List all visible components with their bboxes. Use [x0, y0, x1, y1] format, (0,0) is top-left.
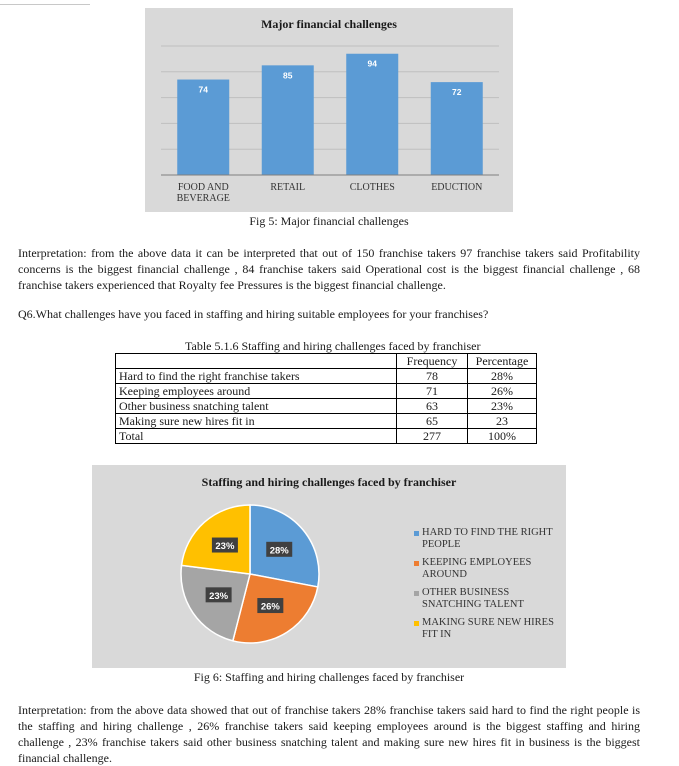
x-tick-label: CLOTHES	[349, 182, 395, 193]
table-cell: 78	[397, 369, 468, 384]
bar-chart-caption: Fig 5: Major financial challenges	[249, 214, 409, 228]
table-caption: Table 5.1.6 Staffing and hiring challenges faced by franchiser	[185, 339, 481, 353]
table-row	[116, 399, 537, 414]
question-q6: Q6.What challenges have you faced in staffing and hiring suitable employees for your franchises?	[18, 307, 489, 321]
table-header-row	[116, 354, 537, 369]
bar-data-label: 72	[452, 87, 462, 98]
bar	[346, 54, 398, 175]
legend-label: OTHER BUSINESS	[422, 587, 510, 598]
pie-data-label: 26%	[260, 601, 280, 613]
bar-data-label: 94	[367, 58, 377, 69]
x-tick-label: EDUCTION	[431, 182, 483, 193]
table-cell: 23%	[468, 399, 537, 414]
table-row	[116, 429, 537, 444]
table-cell: Making sure new hires fit in	[116, 414, 397, 429]
table-cell: Total	[116, 429, 397, 444]
bar-chart	[145, 8, 513, 212]
table-cell: 277	[397, 429, 468, 444]
legend-item	[414, 527, 564, 551]
x-tick-label: FOOD AND BEVERAGE	[176, 182, 230, 204]
table-cell: 63	[397, 399, 468, 414]
pie-chart	[92, 465, 566, 668]
bar-data-label: 74	[198, 84, 208, 95]
table-cell: 100%	[468, 429, 537, 444]
table-cell: 26%	[468, 384, 537, 399]
table-row	[116, 384, 537, 399]
legend-item	[414, 587, 564, 611]
legend-label: PEOPLE	[422, 539, 461, 550]
x-tick-label: RETAIL	[270, 182, 306, 193]
pie-chart-caption: Fig 6: Staffing and hiring challenges faced by franchiser	[193, 670, 465, 684]
legend-label: MAKING SURE NEW HIRES	[422, 617, 554, 628]
table-header-cell	[116, 354, 397, 369]
legend-swatch	[414, 561, 419, 566]
legend-swatch	[414, 621, 419, 626]
staffing-table	[115, 353, 537, 444]
bar-chart-plot	[145, 8, 513, 212]
table-row	[116, 414, 537, 429]
legend-item	[414, 557, 564, 581]
legend-item	[414, 617, 564, 641]
legend-label: KEEPING EMPLOYEES	[422, 557, 532, 568]
table-cell: Hard to find the right franchise takers	[116, 369, 397, 384]
bar	[262, 65, 314, 175]
pie-data-label: 23%	[215, 541, 235, 553]
legend-swatch	[414, 591, 419, 596]
pie-data-label: 28%	[269, 545, 289, 557]
bar-chart-title: Major financial challenges	[261, 17, 397, 31]
table-cell: 65	[397, 414, 468, 429]
top-rule	[0, 0, 90, 5]
legend-label: AROUND	[422, 569, 467, 580]
table-row	[116, 369, 537, 384]
table-cell: 28%	[468, 369, 537, 384]
legend-label: HARD TO FIND THE RIGHT	[422, 527, 553, 538]
pie-chart-title: Staffing and hiring challenges faced by franchiser	[201, 475, 457, 489]
interpretation-paragraph-2: Interpretation: from the above data showed that out of franchise takers 28% franchise takers said hard to find the right people is the staffing and hiring challenge , 26% franchise takers said keeping employees around is the biggest staffing and hiring challenge , 23% franchise takers said other business snatching talent and making sure new hires fit in business is the biggest financial challenge.	[18, 703, 640, 765]
table-cell: Other business snatching talent	[116, 399, 397, 414]
interpretation-paragraph-1: Interpretation: from the above data it can be interpreted that out of 150 franchise takers 97 franchise takers said Profitability concerns is the biggest financial challenge , 84 franchise takers said Operational cost is the biggest financial challenge , 68 franchise takers experienced that Royalty fee Pressures is the biggest financial challenge.	[18, 246, 640, 292]
pie-legend	[414, 527, 564, 647]
legend-label: FIT IN	[422, 629, 452, 640]
legend-label: SNATCHING TALENT	[422, 599, 524, 610]
table-cell: 71	[397, 384, 468, 399]
legend-swatch	[414, 531, 419, 536]
table-cell: 23	[468, 414, 537, 429]
bar-data-label: 85	[283, 70, 293, 81]
table-header-cell: Percentage	[468, 354, 537, 369]
pie-data-label: 23%	[209, 590, 229, 602]
table-header-cell: Frequency	[397, 354, 468, 369]
table-cell: Keeping employees around	[116, 384, 397, 399]
